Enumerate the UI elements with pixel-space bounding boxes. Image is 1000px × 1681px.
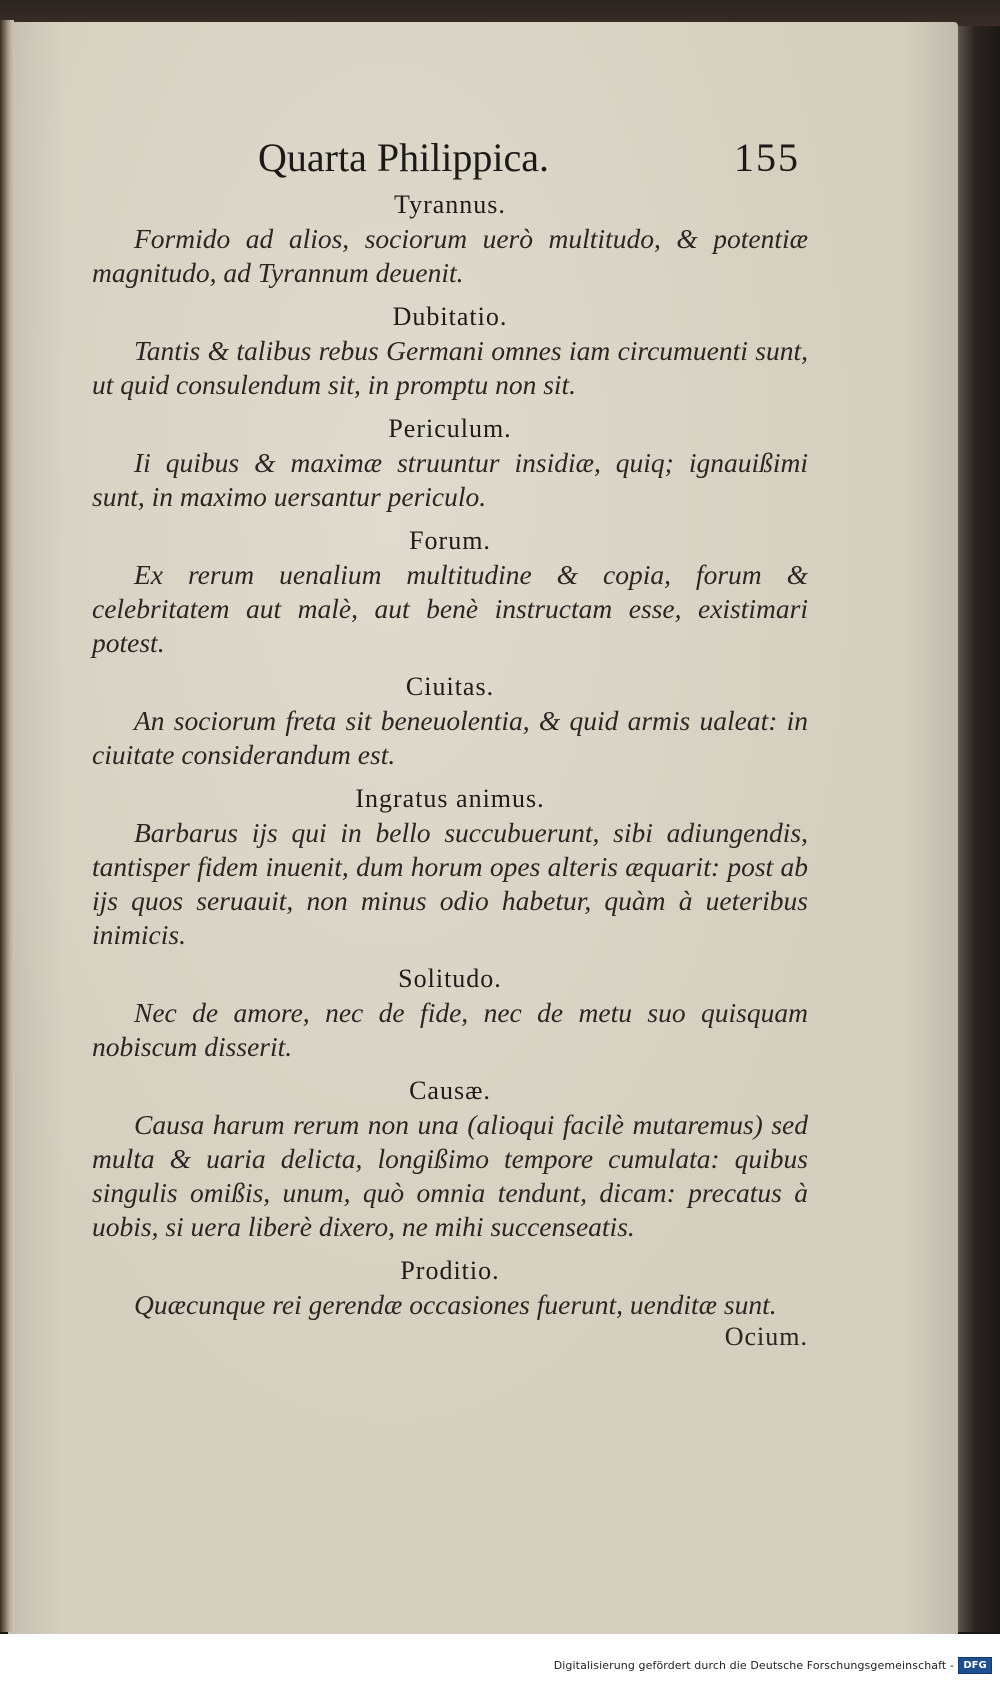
section-text: Barbarus ijs qui in bello succubuerunt, sibi adiungendis, tantisper fidem inuenit, dum horum opes alteris æquarit: post ab ijs quos seruauit, non minus odio habetur, quàm à ueteribus inimicis. — [92, 817, 808, 950]
footer-bar — [0, 1634, 1000, 1681]
section-text: An sociorum freta sit beneuolentia, & quid armis ualeat: in ciuitate considerandum est. — [92, 705, 808, 770]
section-heading: Ingratus animus. — [355, 784, 545, 813]
section-heading: Ciuitas. — [405, 672, 495, 701]
section — [92, 962, 808, 1064]
section-text: Formido ad alios, sociorum uerò multitudo, & potentiæ magnitudo, ad Tyrannum deuenit. — [92, 223, 808, 288]
section-heading: Dubitatio. — [392, 302, 508, 331]
dfg-logo-icon: DFG — [958, 1657, 992, 1674]
section — [92, 524, 808, 660]
section-heading: Solitudo. — [398, 964, 502, 993]
section-text: Causa harum rerum non una (alioqui facilè mutaremus) sed multa & uaria delicta, longißimo tempore cumulata: quibus singulis omißis, unum, quò omnia tendunt, dicam: precatus à uobis, si uera liberè dixero, ne mihi succenseatis. — [92, 1109, 808, 1242]
page-title: Quarta Philippica. — [258, 135, 550, 180]
page-left-edge — [0, 20, 14, 1632]
section — [92, 188, 808, 290]
catchword: Ocium. — [724, 1322, 808, 1351]
section — [92, 1074, 808, 1244]
page-number: 155 — [734, 135, 800, 180]
digitization-credit: Digitalisierung gefördert durch die Deutsche Forschungsgemeinschaft - — [553, 1659, 954, 1672]
section-text: Tantis & talibus rebus Germani omnes iam circumuenti sunt, ut quid consulendum sit, in promptu non sit. — [92, 335, 808, 400]
section-text: Nec de amore, nec de fide, nec de metu suo quisquam nobiscum disserit. — [92, 997, 808, 1062]
section-text: Ex rerum uenalium multitudine & copia, forum & celebritatem aut malè, aut benè instructam esse, existimari potest. — [92, 559, 808, 658]
running-head — [0, 130, 1000, 190]
section — [92, 782, 808, 952]
section-text: Quæcunque rei gerendæ occasiones fuerunt, uenditæ sunt. — [134, 1289, 777, 1320]
text-block — [92, 188, 808, 1352]
page-right-shadow — [958, 26, 1000, 1632]
section-heading: Periculum. — [388, 414, 512, 443]
section-heading: Causæ. — [409, 1076, 491, 1105]
section-text: Ii quibus & maximæ struuntur insidiæ, quiq; ignauißimi sunt, in maximo uersantur periculo. — [92, 447, 808, 512]
section — [92, 300, 808, 402]
section-heading: Tyrannus. — [394, 190, 506, 219]
section — [92, 412, 808, 514]
section-heading: Forum. — [409, 526, 491, 555]
section — [92, 670, 808, 772]
section-heading: Proditio. — [400, 1256, 500, 1285]
section — [92, 1254, 808, 1322]
